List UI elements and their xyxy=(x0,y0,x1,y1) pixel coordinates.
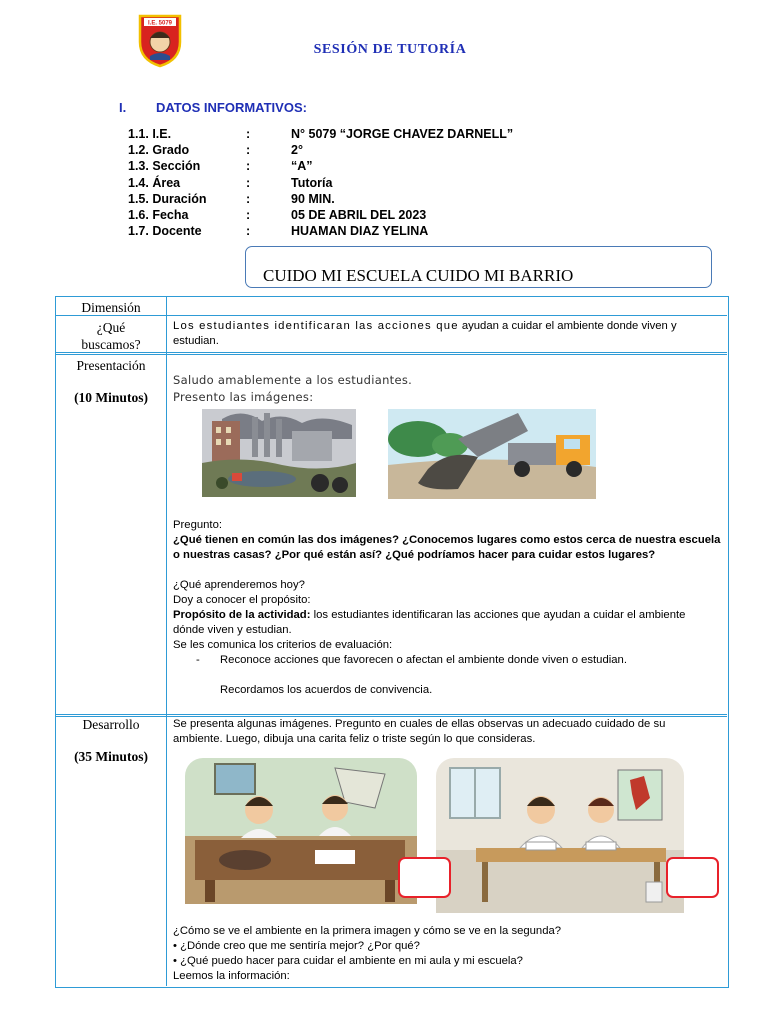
info-colon: : xyxy=(246,159,251,174)
que-buscamos-text-line: Los estudiantes identificaran las acciones que xyxy=(173,320,459,332)
doy-a-conocer: Doy a conocer el propósito: xyxy=(173,594,311,606)
proposito-label: Propósito de la actividad: xyxy=(173,609,311,621)
que-buscamos-label xyxy=(56,319,166,353)
que-aprenderemos: ¿Qué aprenderemos hoy? xyxy=(173,579,305,591)
info-row xyxy=(128,223,513,239)
row-divider xyxy=(56,714,727,715)
info-value: 05 DE ABRIL DEL 2023 xyxy=(291,207,427,222)
que-buscamos-label-line: ¿Qué xyxy=(96,320,126,335)
question-line: o nuestras casas? ¿Por qué están así? ¿Qué podríamos hacer para cuidar estos lugares? xyxy=(173,549,656,561)
proposito-text-cont: dónde viven y estudian. xyxy=(173,624,292,636)
session-title-box xyxy=(245,246,712,288)
que-buscamos-text-line: estudian. xyxy=(173,335,219,347)
presentacion-images-intro: Presento las imágenes: xyxy=(173,390,314,404)
tidy-classroom-illustration xyxy=(436,758,684,913)
info-row xyxy=(128,158,513,174)
session-title: CUIDO MI ESCUELA CUIDO MI BARRIO xyxy=(263,266,574,285)
desarrollo-question: • ¿Dónde creo que me sentiría mejor? ¿Por qué? xyxy=(173,940,420,952)
desarrollo-time: (35 Minutos) xyxy=(74,749,148,764)
info-colon: : xyxy=(246,143,251,158)
pregunto-label: Pregunto: xyxy=(173,519,222,531)
info-colon: : xyxy=(246,191,251,206)
desarrollo-intro-line: Se presenta algunas imágenes. Pregunto en cuales de ellas observas un adecuado cuidado de su xyxy=(173,718,666,730)
info-label: 1.1. I.E. xyxy=(128,127,172,141)
presentacion-label: Presentación xyxy=(76,358,146,373)
que-buscamos-label-line: buscamos? xyxy=(81,337,141,352)
info-label: 1.4. Área xyxy=(128,175,181,190)
answer-box-1[interactable] xyxy=(398,857,451,898)
bullet-dash: - xyxy=(196,654,200,666)
info-value: HUAMAN DIAZ YELINA xyxy=(291,224,429,239)
info-value: Tutoría xyxy=(291,175,333,190)
presentacion-time: (10 Minutos) xyxy=(74,390,148,405)
page-title: SESIÓN DE TUTORÍA xyxy=(313,42,467,57)
proposito-text: los estudiantes identificaran las acciones que ayudan a cuidar el ambiente xyxy=(310,609,686,621)
leemos-informacion: Leemos la información: xyxy=(173,970,290,982)
info-value: “A” xyxy=(291,159,313,174)
question-line: ¿Qué tienen en común las dos imágenes? ¿Conocemos lugares como estos cerca de nuestra escuela xyxy=(173,534,721,546)
criterio-item: Reconoce acciones que favorecen o afectan el ambiente donde viven o estudian. xyxy=(220,654,627,666)
dump-truck-illustration xyxy=(388,409,596,499)
info-value: N° 5079 “JORGE CHAVEZ DARNELL” xyxy=(291,127,514,141)
info-label: 1.2. Grado xyxy=(128,143,190,158)
info-row xyxy=(128,126,513,142)
info-colon: : xyxy=(246,224,251,239)
info-value: 90 MIN. xyxy=(291,191,335,206)
info-row xyxy=(128,175,513,191)
info-row xyxy=(128,191,513,207)
desarrollo-question: ¿Cómo se ve el ambiente en la primera imagen y cómo se ve en la segunda? xyxy=(173,925,562,937)
info-value: 2° xyxy=(291,143,303,158)
info-label: 1.6. Fecha xyxy=(128,207,189,222)
info-colon: : xyxy=(246,207,251,222)
section-number: I. xyxy=(119,100,127,115)
info-label: 1.7. Docente xyxy=(128,224,202,239)
desarrollo-question: • ¿Qué puedo hacer para cuidar el ambiente en mi aula y mi escuela? xyxy=(173,955,523,967)
row-divider xyxy=(56,354,727,355)
acuerdos-text: Recordamos los acuerdos de convivencia. xyxy=(220,684,433,696)
polluted-city-illustration xyxy=(202,409,356,497)
presentacion-greeting: Saludo amablemente a los estudiantes. xyxy=(173,373,413,387)
session-table xyxy=(55,296,729,988)
section-title: DATOS INFORMATIVOS: xyxy=(156,100,307,115)
info-row xyxy=(128,142,513,158)
school-logo xyxy=(136,12,184,68)
desarrollo-intro-line: ambiente. Luego, dibuja una carita feliz o triste según lo que consideras. xyxy=(173,733,536,745)
proposito xyxy=(173,608,685,623)
criterios-label: Se les comunica los criterios de evaluación: xyxy=(173,639,393,651)
info-row xyxy=(128,207,513,223)
que-buscamos-text xyxy=(173,319,677,349)
answer-box-2[interactable] xyxy=(666,857,719,898)
dimension-label: Dimensión xyxy=(81,300,141,315)
que-buscamos-text-line: ayudan a cuidar el ambiente donde viven y xyxy=(461,320,677,332)
logo-text: I.E. 5079 xyxy=(147,20,173,27)
messy-classroom-illustration xyxy=(185,758,417,904)
column-divider xyxy=(166,297,167,986)
info-label: 1.5. Duración xyxy=(128,191,207,206)
info-colon: : xyxy=(246,127,251,141)
info-colon: : xyxy=(246,175,251,190)
desarrollo-label: Desarrollo xyxy=(82,717,140,732)
info-label: 1.3. Sección xyxy=(128,159,201,174)
info-list xyxy=(128,126,513,239)
